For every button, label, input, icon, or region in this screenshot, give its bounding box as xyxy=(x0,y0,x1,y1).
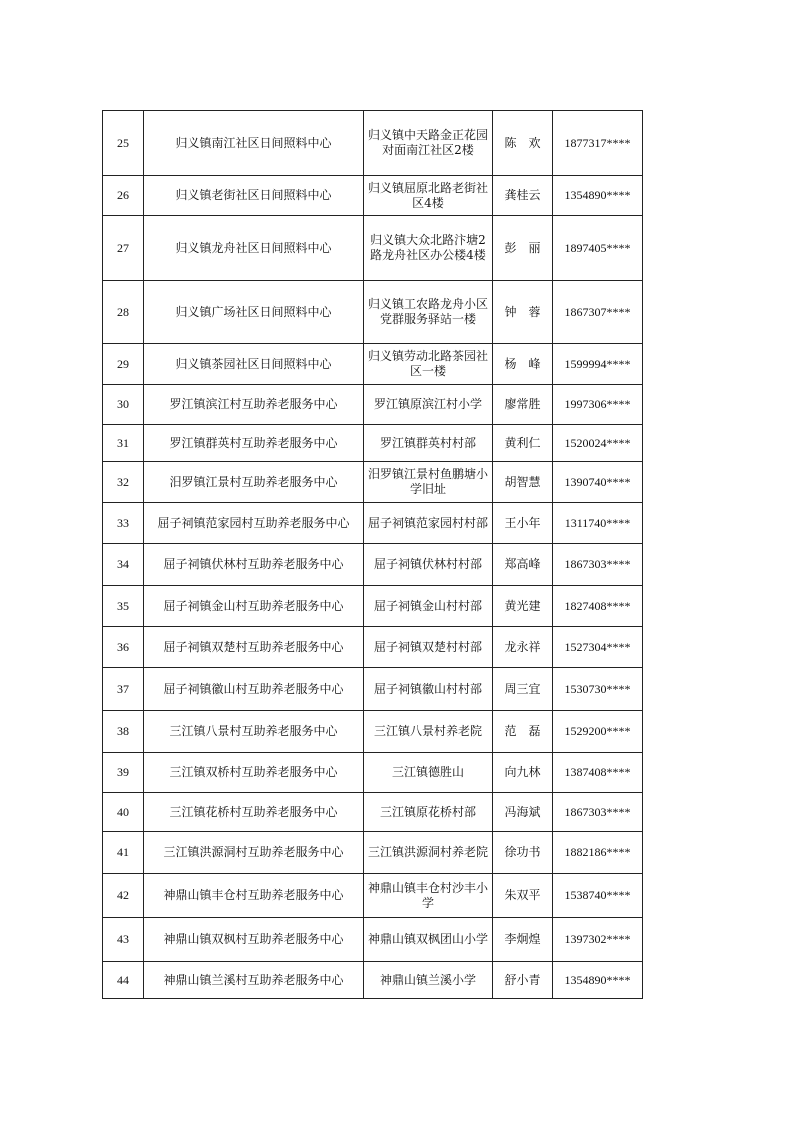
center-address: 罗江镇原滨江村小学 xyxy=(364,385,493,425)
center-name: 三江镇双桥村互助养老服务中心 xyxy=(144,753,364,793)
center-address: 罗江镇群英村村部 xyxy=(364,425,493,462)
table-row xyxy=(103,962,643,999)
row-number: 34 xyxy=(103,544,144,586)
center-name: 三江镇八景村互助养老服务中心 xyxy=(144,711,364,753)
table-row xyxy=(103,586,643,627)
contact-phone: 1867303**** xyxy=(553,793,643,832)
row-number: 40 xyxy=(103,793,144,832)
center-name: 屈子祠镇伏林村互助养老服务中心 xyxy=(144,544,364,586)
center-name: 三江镇花桥村互助养老服务中心 xyxy=(144,793,364,832)
center-address: 归义镇工农路龙舟小区党群服务驿站一楼 xyxy=(364,281,493,344)
center-name: 三江镇洪源洞村互助养老服务中心 xyxy=(144,832,364,874)
table-row xyxy=(103,793,643,832)
contact-phone: 1882186**** xyxy=(553,832,643,874)
center-name: 归义镇龙舟社区日间照料中心 xyxy=(144,216,364,281)
contact-person: 王小年 xyxy=(493,503,553,544)
contact-phone: 1897405**** xyxy=(553,216,643,281)
center-name: 屈子祠镇金山村互助养老服务中心 xyxy=(144,586,364,627)
contact-phone: 1599994**** xyxy=(553,344,643,385)
center-name: 汨罗镇江景村互助养老服务中心 xyxy=(144,462,364,503)
contact-phone: 1354890**** xyxy=(553,176,643,216)
contact-person: 杨 峰 xyxy=(493,344,553,385)
table-row xyxy=(103,874,643,918)
center-name: 神鼎山镇双枫村互助养老服务中心 xyxy=(144,918,364,962)
table-row xyxy=(103,344,643,385)
center-name: 屈子祠镇徽山村互助养老服务中心 xyxy=(144,668,364,711)
row-number: 37 xyxy=(103,668,144,711)
center-address: 三江镇原花桥村部 xyxy=(364,793,493,832)
row-number: 39 xyxy=(103,753,144,793)
row-number: 38 xyxy=(103,711,144,753)
table-row xyxy=(103,544,643,586)
center-address: 归义镇大众北路汴塘2路龙舟社区办公楼4楼 xyxy=(364,216,493,281)
table-row xyxy=(103,281,643,344)
contact-phone: 1530730**** xyxy=(553,668,643,711)
center-address: 汨罗镇江景村鱼鹏塘小学旧址 xyxy=(364,462,493,503)
row-number: 42 xyxy=(103,874,144,918)
center-address: 归义镇屈原北路老街社区4楼 xyxy=(364,176,493,216)
table-row xyxy=(103,711,643,753)
contact-person: 钟 蓉 xyxy=(493,281,553,344)
center-name: 罗江镇滨江村互助养老服务中心 xyxy=(144,385,364,425)
contact-person: 陈 欢 xyxy=(493,111,553,176)
row-number: 32 xyxy=(103,462,144,503)
contact-person: 朱双平 xyxy=(493,874,553,918)
table-row xyxy=(103,753,643,793)
center-name: 神鼎山镇兰溪村互助养老服务中心 xyxy=(144,962,364,999)
table-row xyxy=(103,462,643,503)
row-number: 43 xyxy=(103,918,144,962)
center-address: 屈子祠镇双楚村村部 xyxy=(364,627,493,668)
contact-phone: 1827408**** xyxy=(553,586,643,627)
row-number: 29 xyxy=(103,344,144,385)
table-row xyxy=(103,111,643,176)
center-address: 归义镇劳动北路茶园社区一楼 xyxy=(364,344,493,385)
contact-person: 李炯煌 xyxy=(493,918,553,962)
center-address: 三江镇八景村养老院 xyxy=(364,711,493,753)
table-row xyxy=(103,385,643,425)
table-row xyxy=(103,503,643,544)
contact-person: 胡智慧 xyxy=(493,462,553,503)
row-number: 41 xyxy=(103,832,144,874)
center-name: 归义镇茶园社区日间照料中心 xyxy=(144,344,364,385)
contact-phone: 1387408**** xyxy=(553,753,643,793)
center-address: 神鼎山镇丰仓村沙丰小学 xyxy=(364,874,493,918)
contact-person: 黄光建 xyxy=(493,586,553,627)
center-name: 神鼎山镇丰仓村互助养老服务中心 xyxy=(144,874,364,918)
row-number: 30 xyxy=(103,385,144,425)
row-number: 25 xyxy=(103,111,144,176)
table-row xyxy=(103,425,643,462)
center-address: 归义镇中天路金正花园对面南江社区2楼 xyxy=(364,111,493,176)
center-name: 屈子祠镇双楚村互助养老服务中心 xyxy=(144,627,364,668)
contact-phone: 1527304**** xyxy=(553,627,643,668)
center-address: 三江镇德胜山 xyxy=(364,753,493,793)
row-number: 44 xyxy=(103,962,144,999)
contact-phone: 1529200**** xyxy=(553,711,643,753)
contact-phone: 1354890**** xyxy=(553,962,643,999)
contact-person: 范 磊 xyxy=(493,711,553,753)
table-row xyxy=(103,627,643,668)
center-address: 神鼎山镇兰溪小学 xyxy=(364,962,493,999)
contact-phone: 1311740**** xyxy=(553,503,643,544)
row-number: 36 xyxy=(103,627,144,668)
center-name: 归义镇广场社区日间照料中心 xyxy=(144,281,364,344)
contact-phone: 1867307**** xyxy=(553,281,643,344)
contact-person: 周三宜 xyxy=(493,668,553,711)
contact-phone: 1867303**** xyxy=(553,544,643,586)
contact-person: 徐功书 xyxy=(493,832,553,874)
table-row xyxy=(103,918,643,962)
table-row xyxy=(103,832,643,874)
contact-phone: 1538740**** xyxy=(553,874,643,918)
row-number: 31 xyxy=(103,425,144,462)
contact-person: 舒小青 xyxy=(493,962,553,999)
table-row xyxy=(103,216,643,281)
table-body xyxy=(103,111,643,999)
center-name: 屈子祠镇范家园村互助养老服务中心 xyxy=(144,503,364,544)
table-row xyxy=(103,176,643,216)
contact-phone: 1520024**** xyxy=(553,425,643,462)
center-address: 屈子祠镇范家园村村部 xyxy=(364,503,493,544)
row-number: 35 xyxy=(103,586,144,627)
service-center-table xyxy=(102,110,643,999)
center-address: 屈子祠镇伏林村村部 xyxy=(364,544,493,586)
contact-person: 廖常胜 xyxy=(493,385,553,425)
contact-phone: 1390740**** xyxy=(553,462,643,503)
center-address: 神鼎山镇双枫团山小学 xyxy=(364,918,493,962)
center-name: 罗江镇群英村互助养老服务中心 xyxy=(144,425,364,462)
center-address: 屈子祠镇金山村村部 xyxy=(364,586,493,627)
contact-person: 向九林 xyxy=(493,753,553,793)
row-number: 26 xyxy=(103,176,144,216)
contact-person: 龚桂云 xyxy=(493,176,553,216)
contact-person: 黄利仁 xyxy=(493,425,553,462)
table-row xyxy=(103,668,643,711)
center-name: 归义镇南江社区日间照料中心 xyxy=(144,111,364,176)
center-address: 屈子祠镇徽山村村部 xyxy=(364,668,493,711)
row-number: 28 xyxy=(103,281,144,344)
contact-person: 龙永祥 xyxy=(493,627,553,668)
contact-person: 彭 丽 xyxy=(493,216,553,281)
contact-person: 冯海斌 xyxy=(493,793,553,832)
center-address: 三江镇洪源洞村养老院 xyxy=(364,832,493,874)
contact-phone: 1397302**** xyxy=(553,918,643,962)
row-number: 27 xyxy=(103,216,144,281)
contact-person: 郑高峰 xyxy=(493,544,553,586)
contact-phone: 1997306**** xyxy=(553,385,643,425)
row-number: 33 xyxy=(103,503,144,544)
center-name: 归义镇老街社区日间照料中心 xyxy=(144,176,364,216)
contact-phone: 1877317**** xyxy=(553,111,643,176)
